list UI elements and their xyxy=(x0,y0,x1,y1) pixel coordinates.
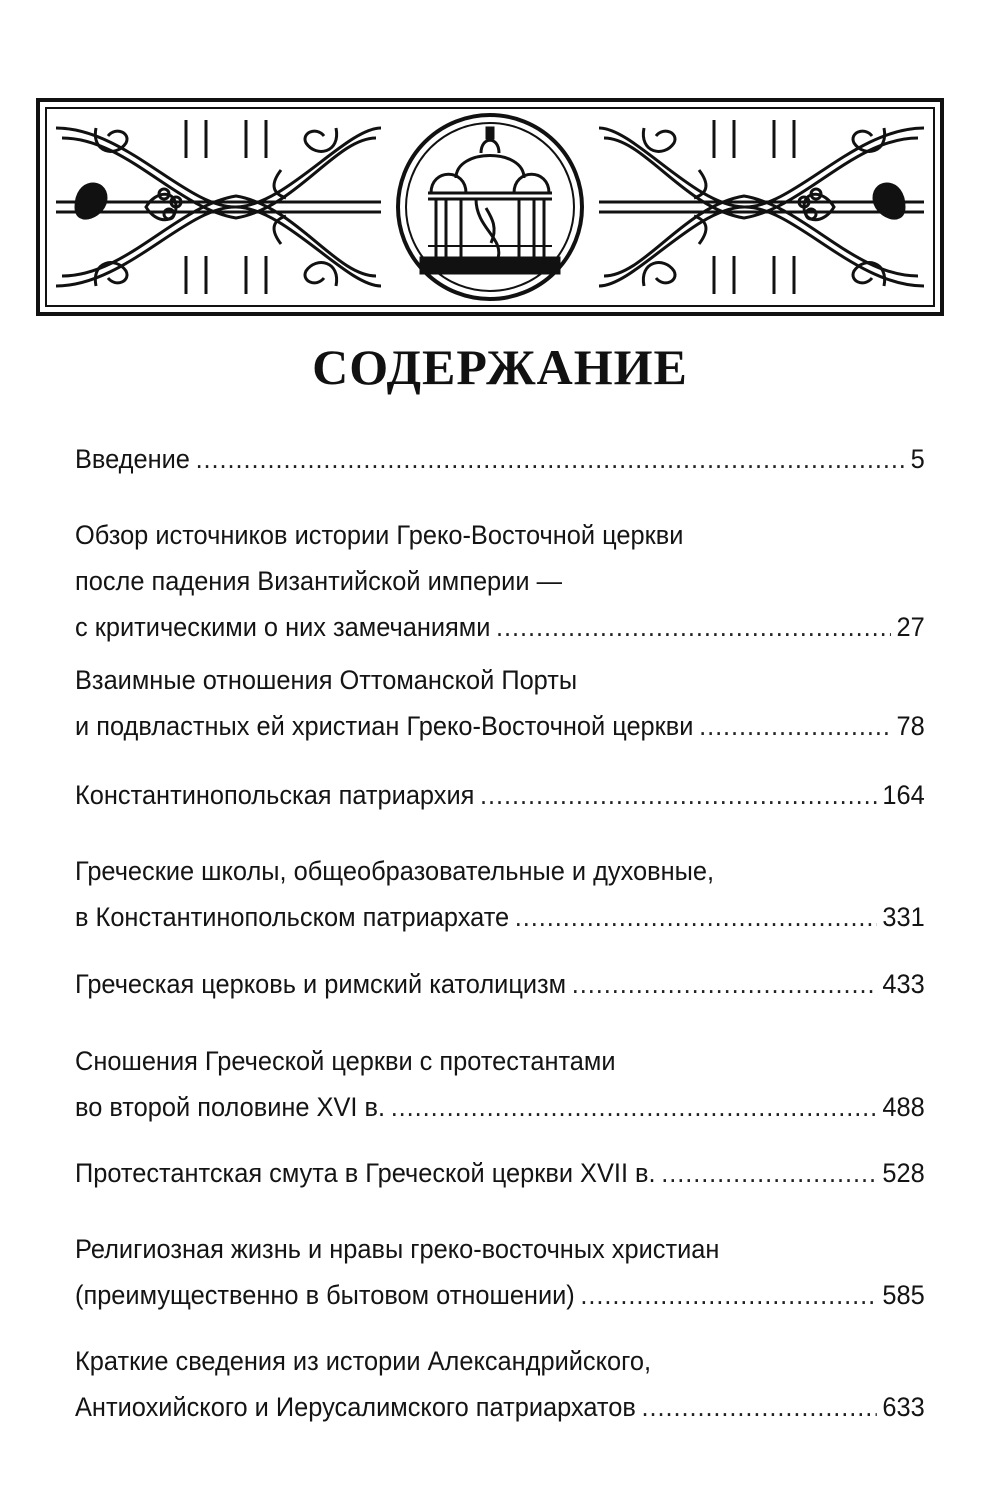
toc-page-number: 433 xyxy=(882,969,925,999)
toc-entry-line xyxy=(75,961,925,1007)
toc-entry[interactable] xyxy=(75,772,925,818)
toc-entry-line xyxy=(75,1384,925,1430)
toc-entry-line xyxy=(75,1150,925,1196)
toc-entry[interactable] xyxy=(75,1150,925,1196)
toc-entry-title: после падения Византийской империи — xyxy=(75,566,562,596)
toc-entry-title: Введение xyxy=(75,444,190,474)
dot-leader xyxy=(642,1384,877,1430)
dot-leader xyxy=(572,961,877,1007)
toc-entry[interactable] xyxy=(75,436,925,482)
toc-entry[interactable] xyxy=(75,848,925,940)
toc-entry-line xyxy=(75,1272,925,1318)
toc-page-number: 164 xyxy=(882,780,925,810)
toc-entry[interactable] xyxy=(75,1338,925,1430)
toc-entry[interactable] xyxy=(75,512,925,650)
toc-entry-title: Взаимные отношения Оттоманской Порты xyxy=(75,665,578,695)
dot-leader xyxy=(515,894,877,940)
toc-page-number: 331 xyxy=(882,902,925,932)
dot-leader xyxy=(661,1150,877,1196)
toc-entry-line xyxy=(75,772,925,818)
toc-entry-title: Греческие школы, общеобразовательные и духовные, xyxy=(75,856,715,886)
byzantine-ornament-icon xyxy=(36,98,944,316)
toc-entry-line xyxy=(75,1084,925,1130)
toc-entry[interactable] xyxy=(75,1038,925,1130)
toc-entry-title: с критическими о них замечаниями xyxy=(75,612,491,642)
ornament-banner xyxy=(36,98,944,316)
toc-page-number: 488 xyxy=(882,1092,925,1122)
toc-page-number: 5 xyxy=(910,444,925,474)
toc-entry-title: Обзор источников истории Греко-Восточной церкви xyxy=(75,520,684,550)
toc-entry-line xyxy=(75,703,925,749)
toc-entry-title: Сношения Греческой церкви с протестантами xyxy=(75,1046,616,1076)
dot-leader xyxy=(196,436,905,482)
toc-entry-title: во второй половине XVI в. xyxy=(75,1092,386,1122)
dot-leader xyxy=(496,604,891,650)
toc-entry-title: Греческая церковь и римский католицизм xyxy=(75,969,567,999)
toc-entry-title: Константинопольская патриархия xyxy=(75,780,475,810)
toc-entry-title: Краткие сведения из истории Александрийского, xyxy=(75,1346,651,1376)
toc-entry-line xyxy=(75,894,925,940)
toc-entry-line xyxy=(75,604,925,650)
page-title: СОДЕРЖАНИЕ xyxy=(312,339,688,395)
left-interlace xyxy=(56,120,381,294)
toc-page-number: 27 xyxy=(896,612,925,642)
medallion xyxy=(398,115,582,299)
dot-leader xyxy=(699,703,891,749)
toc-page-number: 633 xyxy=(882,1392,925,1422)
toc-entry-line xyxy=(75,436,925,482)
toc-page-number: 528 xyxy=(882,1158,925,1188)
dot-leader xyxy=(391,1084,877,1130)
toc-entry-title: Протестантская смута в Греческой церкви XVII в. xyxy=(75,1158,656,1188)
right-interlace xyxy=(599,120,924,294)
dot-leader xyxy=(580,1272,876,1318)
toc-entry[interactable] xyxy=(75,961,925,1007)
dot-leader xyxy=(480,772,877,818)
toc-entry[interactable] xyxy=(75,657,925,749)
toc-entry-title: и подвластных ей христиан Греко-Восточной церкви xyxy=(75,711,694,741)
toc-page-number: 78 xyxy=(896,711,925,741)
toc-entry[interactable] xyxy=(75,1226,925,1318)
toc-entry-title: в Константинопольском патриархате xyxy=(75,902,510,932)
toc-entry-title: Антиохийского и Иерусалимского патриархатов xyxy=(75,1392,636,1422)
toc-entry-title: Религиозная жизнь и нравы греко-восточных христиан xyxy=(75,1234,720,1264)
toc-entry-title: (преимущественно в бытовом отношении) xyxy=(75,1280,575,1310)
toc-page-number: 585 xyxy=(882,1280,925,1310)
